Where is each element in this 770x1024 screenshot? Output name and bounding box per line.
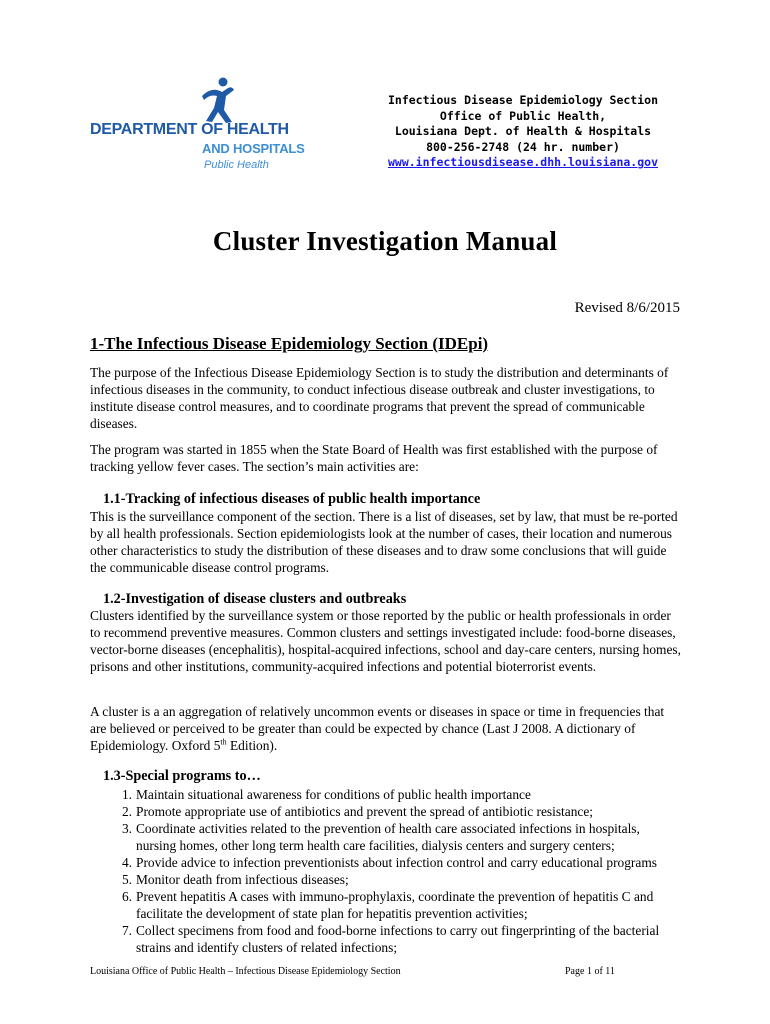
list-item: 5. Monitor death from infectious diseases; xyxy=(121,872,349,887)
contact-department: Louisiana Dept. of Health & Hospitals xyxy=(394,124,652,138)
dhh-logo xyxy=(90,76,305,176)
contact-website-link[interactable]: www.infectiousdisease.dhh.louisiana.gov xyxy=(387,155,659,169)
contact-phone: 800-256-2748 (24 hr. number) xyxy=(426,139,620,154)
section-1-1-body: This is the surveillance component of the section. There is a list of diseases, set by law, that must be re-ported by all health professionals. Section epidemiologists look at the number of cases, their location and numerous other characteristics to study the distribution of these diseases and to draw some conclusions that will guide the communicable disease control programs. xyxy=(90,509,678,575)
page-number: Page 1 of 11 xyxy=(565,966,615,977)
section-1-1-heading: 1.1-Tracking of infectious diseases of public health importance xyxy=(103,491,481,507)
section-1-2-heading: 1.2-Investigation of disease clusters and outbreaks xyxy=(103,591,407,607)
list-item: 6. Prevent hepatitis A cases with immuno-prophylaxis, coordinate the prevention of hepatitis C and facilitate the development of state plan for hepatitis prevention activities; xyxy=(121,889,654,921)
section-1-heading: 1-The Infectious Disease Epidemiology Section (IDEpi) xyxy=(90,334,489,353)
section-1-paragraph-1: The purpose of the Infectious Disease Epidemiology Section is to study the distribution and determinants of infectious diseases in the community, to conduct infectious disease outbreak and cluster investigations, to institute disease control measures, and to coordinate programs that prevent the spread of communicable diseases. xyxy=(90,365,669,431)
person-figure-icon xyxy=(198,76,236,124)
special-programs-list xyxy=(90,786,682,956)
logo-hospitals-text: AND HOSPITALS xyxy=(202,141,305,156)
list-item: 1. Maintain situational awareness for conditions of public health importance xyxy=(121,787,531,802)
list-item: 4. Provide advice to infection preventionists about infection control and carry educational programs xyxy=(121,855,657,870)
revised-date: Revised 8/6/2015 xyxy=(574,300,680,316)
contact-office: Office of Public Health, xyxy=(439,108,607,123)
list-item: 3. Coordinate activities related to the prevention of health care associated infections in hospitals, nursing homes, other long term health care facilities, dialysis centers and surgery centers; xyxy=(121,821,640,853)
section-1-2-body: Clusters identified by the surveillance system or those reported by the public or health professionals in order to recommend preventive measures. Common clusters and settings investigated include: food-borne diseases, vector-borne diseases (encephalitis), hospital-acquired infections, school and day-care centers, nursing homes, prisons and other institutions, community-acquired infections and potential bioterrorist events. xyxy=(90,608,681,674)
list-item: 7. Collect specimens from food and food-borne infections to carry out fingerprinting of the bacterial strains and identify clusters of related infections; xyxy=(121,923,660,955)
section-1-3-heading: 1.3-Special programs to… xyxy=(103,768,261,784)
list-item: 2. Promote appropriate use of antibiotics and prevent the spread of antibiotic resistance; xyxy=(121,804,593,819)
document-title: Cluster Investigation Manual xyxy=(212,226,558,256)
section-1-paragraph-2: The program was started in 1855 when the State Board of Health was first established with the purpose of tracking yellow fever cases. The section’s main activities are: xyxy=(90,442,658,474)
contact-section-name: Infectious Disease Epidemiology Section xyxy=(387,93,659,107)
footer-text: Louisiana Office of Public Health – Infectious Disease Epidemiology Section xyxy=(90,966,401,977)
logo-department-text: DEPARTMENT OF HEALTH xyxy=(90,121,289,138)
contact-block xyxy=(378,93,668,171)
cluster-definition: A cluster is a an aggregation of relatively uncommon events or diseases in space or time in frequencies that are believed or perceived to be greater than could be expected by chance (Last J 2008. A dictionary of Epidemiology. Oxford 5th Edition). xyxy=(90,704,665,753)
logo-public-health-text: Public Health xyxy=(204,159,269,171)
